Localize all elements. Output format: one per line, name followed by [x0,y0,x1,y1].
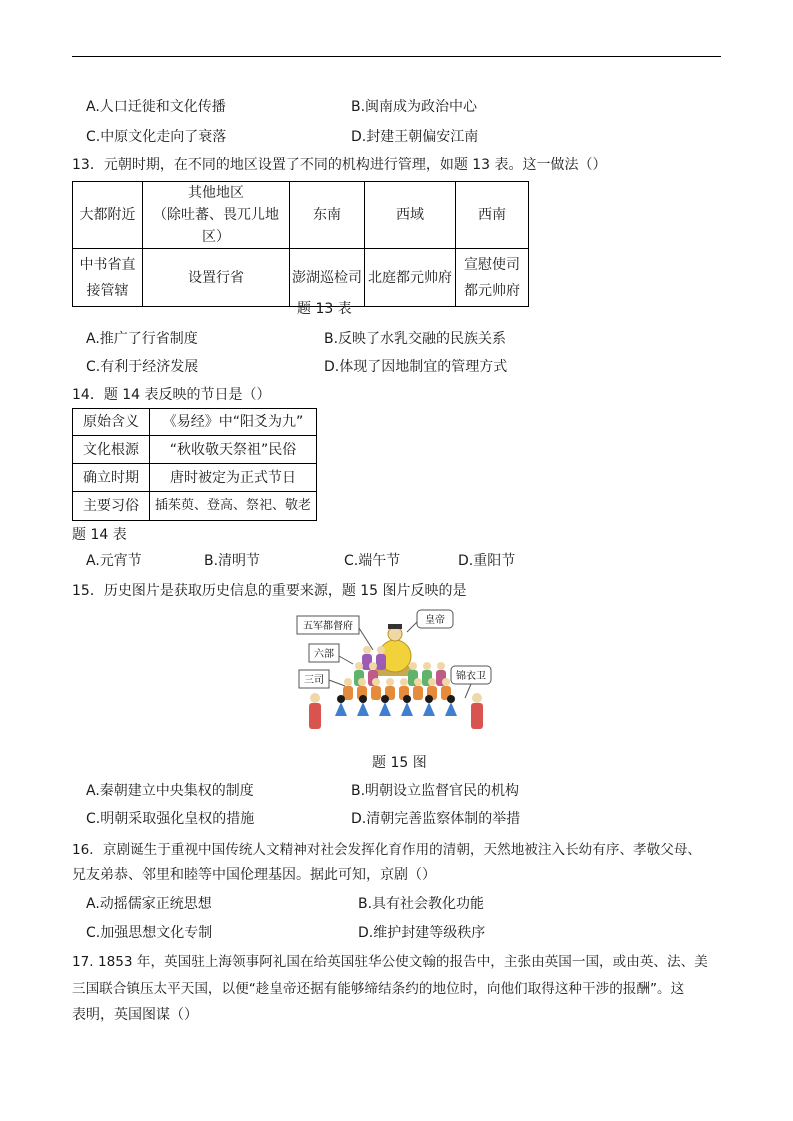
q14-row-value: 《易经》中“阳爻为九” [150,409,317,436]
q14-row-label: 原始含义 [73,409,150,436]
label-liubu [309,644,353,664]
label-jinyiwei [451,666,491,698]
q13-cell-capital: 中书省直 接管辖 [73,249,143,307]
q16-option-a[interactable]: A.动摇儒家正统思想 [86,896,212,912]
q12-option-d[interactable]: D.封建王朝偏安江南 [351,129,479,145]
q13-cell-other: 设置行省 [143,249,290,307]
q16-option-b[interactable]: B.具有社会教化功能 [358,896,485,912]
q14-option-b[interactable]: B.清明节 [204,553,261,569]
q13-table [72,181,529,307]
q15-option-d[interactable]: D.清朝完善监察体制的举措 [351,811,521,827]
q16-option-d[interactable]: D.维护封建等级秩序 [358,925,486,941]
q13-cell-southwest: 宣慰使司 都元帅府 [456,249,529,307]
q14-stem: 14．题 14 表反映的节日是（） [72,387,271,403]
q15-stem: 15．历史图片是获取历史信息的重要来源，题 15 图片反映的是 [72,583,467,599]
q14-table [72,408,317,521]
q15-option-c[interactable]: C.明朝采取强化皇权的措施 [86,811,255,827]
q14-caption: 题 14 表 [72,527,127,543]
q14-row-value: 插茱萸、登高、祭祀、敬老 [150,492,317,521]
q17-stem-line1: 17. 1853 年，英国驻上海领事阿礼国在给英国驻华公使文翰的报告中，主张由英国一国，或由英、法、美 [72,954,708,970]
q15-caption: 题 15 图 [372,755,427,771]
q14-row-value: “秋收敬天祭祖”民俗 [150,436,317,464]
q13-option-d[interactable]: D.体现了因地制宜的管理方式 [324,359,508,375]
q13-header-southeast: 东南 [290,182,365,249]
q16-option-c[interactable]: C.加强思想文化专制 [86,925,213,941]
label-sansi [299,670,345,688]
q13-stem: 13．元朝时期，在不同的地区设置了不同的机构进行管理，如题 13 表。这一做法（） [72,157,607,173]
q14-option-a[interactable]: A.元宵节 [86,553,142,569]
ming-power-figure [295,606,495,740]
q15-option-b[interactable]: B.明朝设立监督官民的机构 [351,783,520,799]
q12-option-a[interactable]: A.人口迁徙和文化传播 [86,99,226,115]
svg-text:六部: 六部 [314,649,334,660]
q15-option-a[interactable]: A.秦朝建立中央集权的制度 [86,783,254,799]
svg-text:三司: 三司 [304,675,324,686]
guards [309,693,483,729]
q13-option-b[interactable]: B.反映了水乳交融的民族关系 [324,331,507,347]
q13-caption: 题 13 表 [297,301,352,317]
q17-stem-line2: 三国联合镇压太平天国，以便“趁皇帝还据有能够缔结条约的地位时，向他们取得这种干涉的报酬”。这 [72,981,685,997]
svg-text:五军都督府: 五军都督府 [303,621,353,632]
label-huangdi [407,610,453,632]
q13-cell-southeast: 澎湖巡检司 [290,249,365,307]
q16-stem-line2: 兄友弟恭、邻里和睦等中国伦理基因。据此可知，京剧（） [72,867,436,883]
q13-option-c[interactable]: C.有利于经济发展 [86,359,199,375]
q13-header-other: 其他地区 （除吐蕃、畏兀儿地区） [143,182,290,249]
header-rule [72,56,721,57]
q13-header-western-regions: 西域 [365,182,456,249]
q12-option-b[interactable]: B.闽南成为政治中心 [351,99,478,115]
officials-row-blue [335,695,457,716]
q14-option-d[interactable]: D.重阳节 [458,553,516,569]
q13-cell-western-regions: 北庭都元帅府 [365,249,456,307]
q14-row-label: 主要习俗 [73,492,150,521]
q14-row-value: 唐时被定为正式节日 [150,464,317,492]
q13-header-southwest: 西南 [456,182,529,249]
q16-stem-line1: 16．京剧诞生于重视中国传统人文精神对社会发挥化育作用的清朝，天然地被注入长幼有序、孝敬父母、 [72,842,702,858]
q14-row-label: 确立时期 [73,464,150,492]
svg-text:皇帝: 皇帝 [425,615,445,626]
q14-option-c[interactable]: C.端午节 [344,553,401,569]
q17-stem-line3: 表明，英国图谋（） [72,1007,198,1023]
q12-option-c[interactable]: C.中原文化走向了衰落 [86,129,227,145]
q13-option-a[interactable]: A.推广了行省制度 [86,331,198,347]
officials-row-orange [343,678,451,700]
q14-row-label: 文化根源 [73,436,150,464]
svg-text:锦衣卫: 锦衣卫 [456,671,486,682]
q13-header-capital: 大都附近 [73,182,143,249]
